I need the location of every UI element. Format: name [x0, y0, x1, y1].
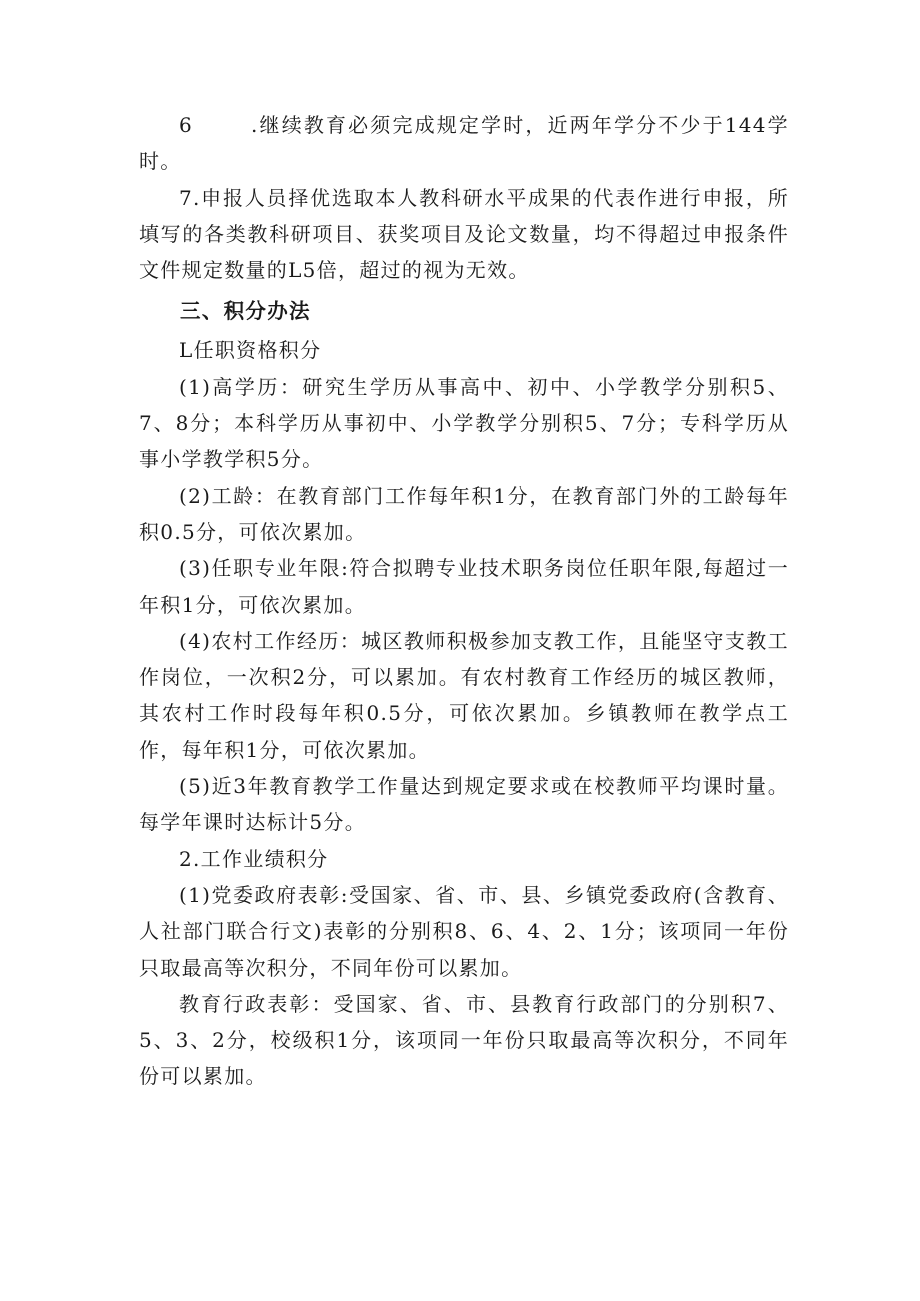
paragraph-government-awards: (1)党委政府表彰:受国家、省、市、县、乡镇党委政府(含教育、人社部门联合行文)表彰的分别积8、6、4、2、1分；该项同一年份只取最高等次积分，不同年份可以累加。 — [139, 882, 789, 980]
section-heading: 三、积分办法 — [180, 299, 311, 324]
paragraph-continuing-education — [139, 107, 789, 180]
paragraph-representative-works: 7.申报人员择优选取本人教科研水平成果的代表作进行申报，所填写的各类教科研项目、获奖项目及论文数量，均不得超过申报条件文件规定数量的L5倍，超过的视为无效。 — [139, 185, 789, 283]
subsection-heading-qualification: L任职资格积分 — [179, 338, 322, 363]
paragraph-text: .继续教育必须完成规定学时，近两年学分不少于144学时。 — [139, 113, 789, 174]
paragraph-education: (1)高学历：研究生学历从事高中、初中、小学教学分别积5、7、8分；本科学历从事初中、小学教学分别积5、7分；专科学历从事小学教学积5分。 — [139, 374, 789, 472]
paragraph-seniority: (2)工龄：在教育部门工作每年积1分，在教育部门外的工龄每年积0.5分，可依次累加。 — [139, 483, 789, 544]
subsection-heading-performance: 2.工作业绩积分 — [179, 846, 329, 871]
paragraph-workload: (5)近3年教育教学工作量达到规定要求或在校教师平均课时量。每学年课时达标计5分。 — [139, 774, 789, 835]
paragraph-professional-years: (3)任职专业年限:符合拟聘专业技术职务岗位任职年限,每超过一年积1分，可依次累加。 — [139, 556, 789, 617]
document-body — [139, 107, 789, 1095]
paragraph-rural-experience: (4)农村工作经历：城区教师积极参加支教工作，且能坚守支教工作岗位，一次积2分，可以累加。有农村教育工作经历的城区教师，其农村工作时段每年积0.5分，可依次累加。乡镇教师在教学点工作，每年积1分，可依次累加。 — [139, 628, 789, 762]
paragraph-education-awards: 教育行政表彰：受国家、省、市、县教育行政部门的分别积7、5、3、2分，校级积1分，该项同一年份只取最高等次积分，不同年份可以累加。 — [139, 991, 789, 1089]
item-number: 6 — [179, 113, 194, 137]
